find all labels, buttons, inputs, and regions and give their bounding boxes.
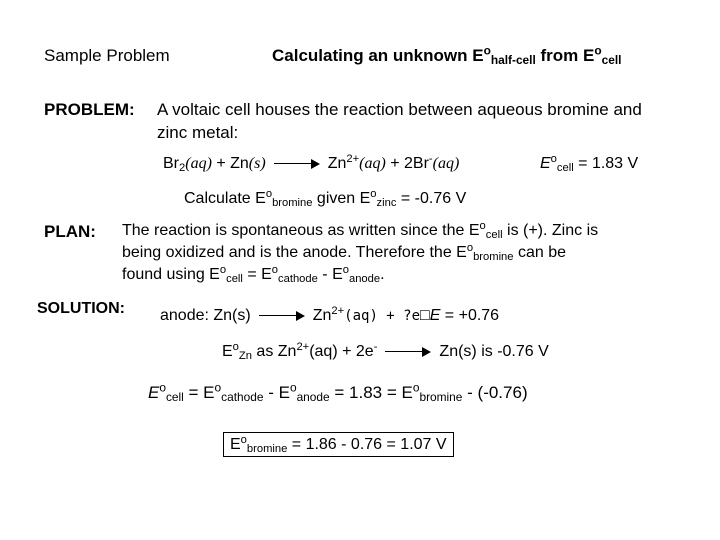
ecell-sup: o <box>550 152 557 165</box>
page-title <box>272 43 622 67</box>
anode-line <box>160 304 500 325</box>
problem-line-1: A voltaic cell houses the reaction between aqueous bromine and <box>157 100 642 119</box>
calc-pre: Calculate E <box>184 190 266 207</box>
anode-e-val: = +0.76 <box>440 307 500 324</box>
anode-arrow-icon <box>259 311 305 321</box>
problem-label: PROBLEM: <box>44 100 135 119</box>
plan-l1-sub: cell <box>485 228 503 241</box>
ezn-as: as Zn <box>251 343 297 360</box>
calc-sup2: o <box>370 187 377 200</box>
ezn-sub: Zn <box>238 349 252 362</box>
final-sup: o <box>240 433 247 446</box>
eq-sub4: bromine <box>419 389 463 404</box>
rxn-br2-sub: 2 <box>179 161 186 174</box>
plan-l3-d: . <box>380 266 385 283</box>
eq-sup2: o <box>214 380 222 395</box>
anode-box-char: □ <box>420 307 430 324</box>
eq-sup4: o <box>412 380 420 395</box>
anode-zn2: Zn <box>312 307 332 324</box>
ezn-e: E <box>222 343 233 360</box>
plan-l3-sub: cell <box>226 272 243 285</box>
plan-l3-sup: o <box>219 263 227 276</box>
final-answer-box <box>223 432 454 457</box>
plan-l2-a: being oxidized and is the anode. Therefore the E <box>122 244 467 261</box>
rxn-aq1: (aq) <box>185 155 212 172</box>
calc-sub2: zinc <box>376 196 397 209</box>
plan-l3-a: found using E <box>122 266 220 283</box>
title-sub-cell: cell <box>601 52 622 67</box>
eq-e1: E <box>148 383 160 402</box>
ezn-sup: o <box>232 340 239 353</box>
ecell-value <box>540 152 639 174</box>
ezn-result: Zn(s) is -0.76 V <box>439 343 549 360</box>
ezn-sup2: 2+ <box>296 340 310 353</box>
title-sup2: o <box>594 43 602 58</box>
plan-l3-c: - E <box>317 266 343 283</box>
rxn-s: (s) <box>248 155 266 172</box>
anode-text: anode: Zn(s) <box>160 307 251 324</box>
plan-l2-b: can be <box>513 244 566 261</box>
rxn-br2: Br <box>163 155 179 172</box>
eq-sub2: cathode <box>221 389 264 404</box>
title-sup: o <box>483 43 491 58</box>
anode-zn2-sup: 2+ <box>331 304 345 317</box>
rxn-zn2: Zn <box>327 155 347 172</box>
rxn-zn2-sup: 2+ <box>346 152 360 165</box>
eq-minus: - E <box>263 383 290 402</box>
plan-l3-sup2: o <box>271 263 279 276</box>
plan-line-2 <box>122 241 566 263</box>
plan-l3-b: = E <box>242 266 272 283</box>
calc-val: = -0.76 V <box>396 190 467 207</box>
rxn-plus-zn: + Zn <box>211 155 249 172</box>
problem-line-2: zinc metal: <box>157 123 239 142</box>
title-sub-halfcell: half-cell <box>490 52 536 67</box>
sample-problem-label: Sample Problem <box>44 46 170 65</box>
plan-line-3 <box>122 263 385 285</box>
cell-equation <box>148 380 528 404</box>
eq-sub1: cell <box>165 389 184 404</box>
title-text: Calculating an unknown E <box>272 46 484 65</box>
ecell-sub: cell <box>556 161 574 174</box>
plan-l3-sub2: cathode <box>278 272 318 285</box>
rxn-aq2: (aq) <box>359 155 386 172</box>
eq-mid: = 1.83 = E <box>329 383 413 402</box>
ecell-val: = 1.83 V <box>573 155 639 172</box>
plan-l3-sub3: anode <box>348 272 381 285</box>
final-sub: bromine <box>246 442 288 455</box>
anode-e: E <box>429 307 441 324</box>
calc-sub: bromine <box>272 196 313 209</box>
calc-sup: o <box>265 187 273 200</box>
rxn-br-minus-sup: - <box>428 152 433 165</box>
ezn-line <box>222 340 549 362</box>
plan-l2-sub: bromine <box>473 250 514 263</box>
title-from: from E <box>535 46 595 65</box>
anode-garbled: (aq) + ?e <box>344 308 421 324</box>
reaction-arrow-icon <box>274 159 320 169</box>
ecell-e: E <box>540 155 551 172</box>
eq-sup1: o <box>159 380 166 395</box>
ezn-sup3: - <box>373 340 378 353</box>
ezn-aq: (aq) + 2e <box>309 343 374 360</box>
eq-sup3: o <box>289 380 297 395</box>
rxn-aq3: (aq) <box>432 155 460 172</box>
eq-end: - (-0.76) <box>462 383 528 402</box>
plan-l1-a: The reaction is spontaneous as written since the E <box>122 222 480 239</box>
eq-sub3: anode <box>296 389 330 404</box>
calc-mid: given E <box>312 190 371 207</box>
reaction-equation <box>163 152 460 174</box>
plan-label: PLAN: <box>44 222 96 241</box>
ezn-arrow-icon <box>385 347 431 357</box>
solution-label: SOLUTION: <box>37 300 125 317</box>
plan-l1-b: is (+). Zinc is <box>502 222 599 239</box>
plan-l3-sup3: o <box>342 263 349 276</box>
plan-l2-sup: o <box>466 241 474 254</box>
final-e: E <box>230 436 241 453</box>
eq-eq: = E <box>183 383 215 402</box>
rxn-br-minus: + 2Br <box>385 155 429 172</box>
calculate-line <box>184 187 467 209</box>
plan-line-1 <box>122 219 599 241</box>
plan-l1-sup: o <box>479 219 486 232</box>
final-val: = 1.86 - 0.76 = 1.07 V <box>287 436 447 453</box>
